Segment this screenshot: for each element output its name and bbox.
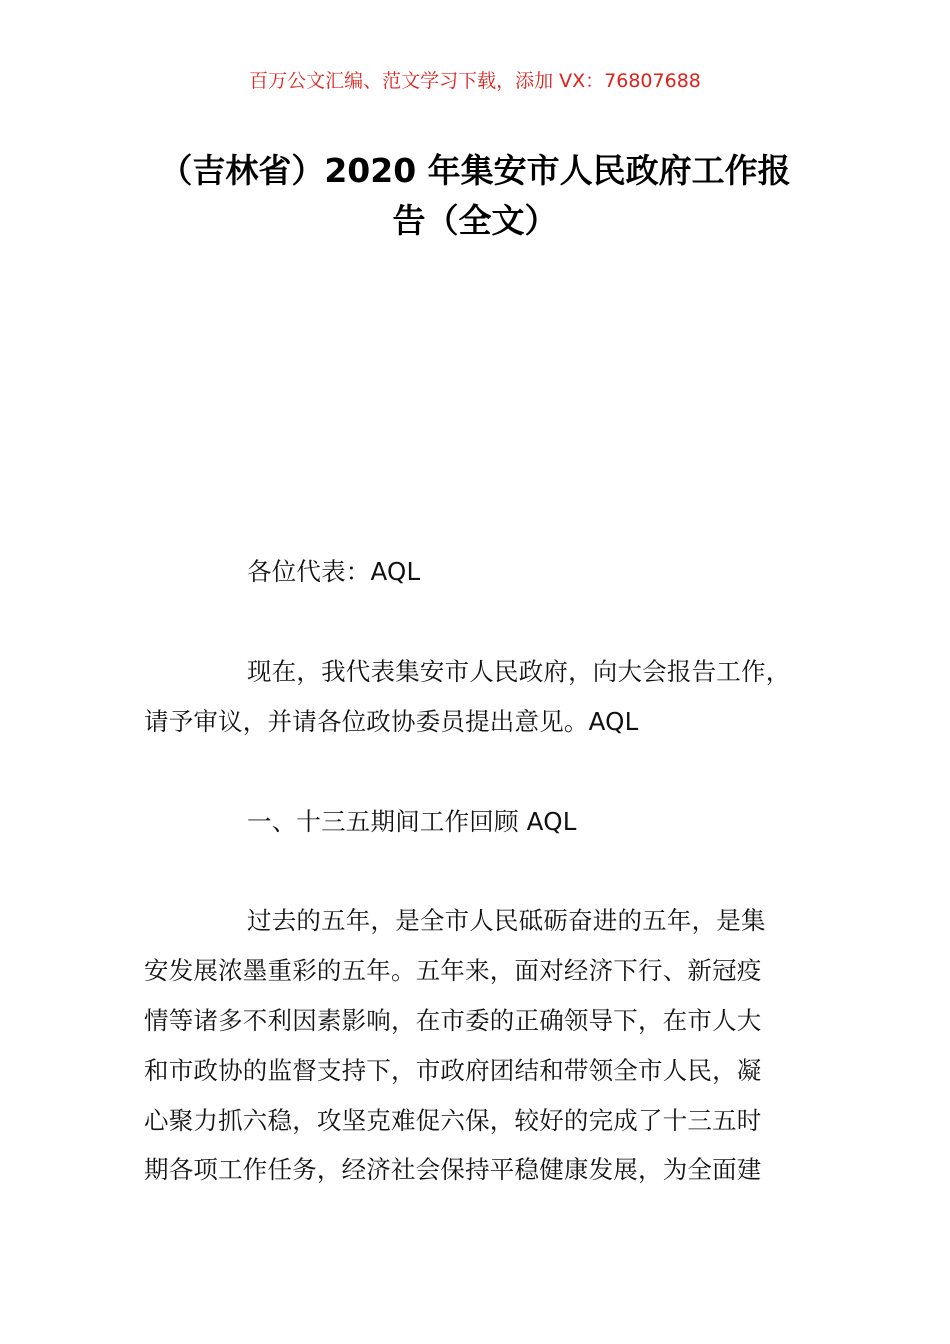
paragraph-2-line: 过去的五年，是全市人民砥砺奋进的五年，是集 — [247, 906, 766, 935]
paragraph-2-line: 期各项工作任务，经济社会保持平稳健康发展，为全面建 — [144, 1155, 762, 1184]
paragraph-1-line: 请予审议，并请各位政协委员提出意见。AQL — [144, 707, 639, 736]
salutation: 各位代表：AQL — [247, 557, 421, 586]
paragraph-2-line: 心聚力抓六稳，攻坚克难促六保，较好的完成了十三五时 — [144, 1106, 762, 1135]
paragraph-2-line: 情等诸多不利因素影响，在市委的正确领导下，在市人大 — [144, 1006, 762, 1035]
section-heading: 一、十三五期间工作回顾 AQL — [247, 807, 577, 836]
paragraph-2-line: 和市政协的监督支持下，市政府团结和带领全市人民，凝 — [144, 1056, 762, 1085]
document-title-line-1: （吉林省）2020 年集安市人民政府工作报 — [159, 151, 791, 190]
document-title-line-2: 告（全文） — [392, 201, 558, 240]
paragraph-2-line: 安发展浓墨重彩的五年。五年来，面对经济下行、新冠疫 — [144, 956, 762, 985]
watermark-header: 百万公文汇编、范文学习下载，添加 VX：76807688 — [249, 70, 701, 92]
paragraph-1-line: 现在，我代表集安市人民政府，向大会报告工作， — [247, 657, 791, 686]
